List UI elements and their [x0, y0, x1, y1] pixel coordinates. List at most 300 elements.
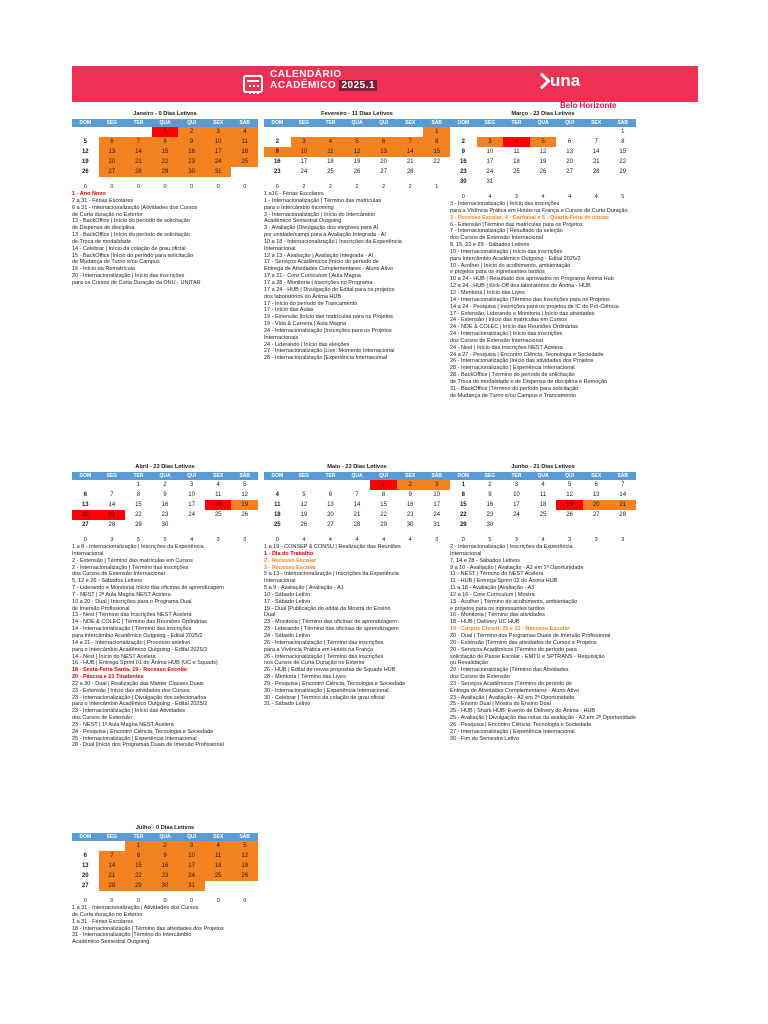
- event-line: ou Revalidação: [450, 660, 488, 667]
- event-line: 28 - BackOffice | Término do período de solicitação: [450, 372, 575, 379]
- day-cell: [530, 177, 557, 187]
- count-cell: 5: [163, 537, 167, 543]
- event-line: 20 - Internacionalização |Término das Atividades: [450, 667, 569, 674]
- weekday-label: SEG: [477, 472, 504, 480]
- event-line: 14 a 24 - Pesquisa | Inscrições para os projetos de IC do Pró-Ciência: [450, 303, 619, 310]
- event-line: Internacional: [264, 245, 296, 252]
- day-cell: 30: [486, 522, 494, 528]
- day-cell: 19: [300, 512, 308, 518]
- event-line: de Dispensa de disciplina: [72, 225, 135, 232]
- event-line: 2 a 31 - Férias Escolares: [72, 197, 134, 204]
- day-cell: 18: [327, 159, 334, 165]
- event-line: 14 - NDE & COLEC | Término das Reuniões Ordinárias: [72, 619, 207, 626]
- day-cell: 26: [81, 169, 89, 175]
- event-line: 1 a 31 - Internacionalização | Atividades dos Cursos: [72, 905, 199, 911]
- day-cell: 21: [592, 159, 600, 165]
- day-cell: 23: [486, 512, 494, 518]
- day-cell: 26: [353, 169, 361, 175]
- event-line: solicitação de Passe Escolar - EMTU e SPTRANS - Requisição: [450, 653, 605, 660]
- event-line: 23 - Liderando | Término das oficinas de aprendizagem: [264, 626, 399, 633]
- event-line: dos Cursos de Extensão: [450, 674, 510, 681]
- count-cell: 0: [110, 184, 114, 190]
- week-row: [72, 480, 258, 490]
- event-line: Dual: [264, 612, 276, 619]
- count-cell: 0: [190, 898, 194, 904]
- day-cell: 24: [205, 157, 232, 167]
- day-cell: 20: [380, 159, 387, 165]
- event-line: 11 - NEST | Término do NEST Acelera: [450, 571, 544, 578]
- count-cell: 0: [110, 898, 114, 904]
- count-cell: 2: [382, 184, 386, 190]
- day-cell: 16: [406, 502, 414, 508]
- city-label: Belo Horizonte: [560, 101, 617, 110]
- day-cell: 14: [108, 502, 116, 508]
- day-cell: 20: [99, 157, 126, 167]
- count-cell: 4: [488, 194, 492, 200]
- month-march: [450, 110, 636, 399]
- day-cell: 10: [205, 137, 232, 147]
- event-line: 23 - NEST | 1ª Aula Magna NEST Acelera: [72, 721, 174, 728]
- day-cell: [72, 841, 99, 851]
- event-line: 13 - Acolher | Término do acolhimento, ambientação: [450, 598, 578, 605]
- event-line: Internacional: [264, 578, 296, 585]
- weekday-label: SEX: [397, 472, 424, 480]
- count-cell: 4: [541, 537, 545, 543]
- event-line: 28 - Internacionalização |Experiência Internacional: [264, 355, 388, 362]
- day-cell: 17: [178, 861, 205, 871]
- day-cell: [609, 520, 636, 530]
- day-cell: 15: [380, 502, 387, 508]
- week-row: [264, 480, 450, 490]
- day-cell: 7: [397, 137, 424, 147]
- month-february: [264, 110, 450, 362]
- event-line: 24 - Internacionalização |Inscrições para os Projetos: [264, 327, 392, 334]
- event-line: 17 a 24 - HUB | Divulgação do Edital para os projetos: [264, 286, 395, 293]
- event-line: por unidade/campi para a Avaliação Integrada - AI: [264, 232, 386, 239]
- month-title: Março - 23 Dias Letivos: [511, 111, 575, 117]
- day-cell: 4: [541, 482, 545, 488]
- day-cell: 3: [189, 482, 194, 488]
- event-line: 7 - NEST | 2ª Aula Magna NEST Acelera: [72, 591, 171, 598]
- day-cell: 27: [566, 169, 573, 175]
- event-line: 30 - Celebrar | Término da colação de grau oficial: [264, 694, 385, 701]
- month-title: Abril - 23 Dias Letivos: [135, 464, 195, 470]
- event-line: nos Cursos de Curta Duração no Exterior: [264, 660, 365, 667]
- count-cell: 0: [83, 898, 87, 904]
- day-cell: 28: [592, 169, 600, 175]
- day-cell: 19: [556, 500, 583, 510]
- weekday-label: SEX: [583, 119, 610, 127]
- week-row: [264, 157, 450, 167]
- day-cell: 26: [566, 512, 573, 518]
- weekday-header: [72, 119, 258, 127]
- day-cell: 24: [300, 169, 308, 175]
- day-cell: [556, 127, 583, 137]
- event-line: 7 - Internacionalização | Resultado da seleção: [450, 228, 563, 235]
- week-row: [72, 490, 258, 500]
- weekday-label: QUA: [530, 119, 557, 127]
- event-line: 9 a 10 - Avaliação | Avaliação - A2 em 1ª Oportunidade: [450, 564, 584, 571]
- week-row: [72, 851, 258, 861]
- day-cell: 12: [231, 851, 258, 861]
- day-cell: 17: [205, 147, 232, 157]
- count-cell: 1: [435, 184, 439, 190]
- event-line: 10 - Sábado Letivo: [264, 591, 311, 598]
- day-cell: 17: [513, 502, 520, 508]
- event-line: 24 - Nest | Início das Inscrições NEST Acelera: [450, 344, 563, 351]
- day-cell: 27: [99, 167, 126, 177]
- brand-logo: una: [550, 71, 581, 90]
- day-cell: 5: [83, 139, 87, 145]
- day-cell: 14: [125, 147, 152, 157]
- day-cell: 9: [488, 492, 492, 498]
- event-line: 12 a 16 - Core Curriculum | Mostra: [450, 591, 535, 598]
- day-cell: 5: [302, 492, 306, 498]
- day-cell: [583, 520, 610, 530]
- day-cell: 2: [152, 841, 179, 851]
- event-line: 26 - Internacionalização |Início das atividades dos Projetos: [450, 358, 594, 365]
- event-line: 2 - Recesso Escolar: [264, 557, 316, 564]
- event-line: dos Cursos de Extensão Internacional: [450, 337, 543, 344]
- day-cell: 8: [381, 492, 386, 498]
- month-january: [72, 110, 258, 287]
- weekday-label: SÁB: [423, 119, 450, 127]
- day-cell: 21: [99, 871, 126, 881]
- event-line: para Intercâmbio Acadêmico Outgoing - Edital 2025/2: [450, 255, 581, 262]
- event-line: de Troca de modalidade: [72, 238, 132, 245]
- week-row: [450, 157, 636, 167]
- event-line: 26 - Internacionalização | Término das inscrições: [264, 639, 384, 646]
- day-cell: 12: [344, 147, 371, 157]
- day-cell: [264, 127, 291, 137]
- day-cell: [530, 520, 557, 530]
- day-cell: 14: [397, 147, 424, 157]
- event-line: 2 - Extensão | Término das matrículas em Cursos: [72, 557, 193, 564]
- weekday-label: DOM: [72, 833, 99, 841]
- event-line: 20 - Internacionalização | Início das inscrições: [72, 273, 185, 280]
- day-cell: [99, 841, 126, 851]
- event-line: dos laboratórios do Ânima HUB: [264, 293, 342, 300]
- event-line: 5 a 13 - Internacionalização | Inscrições da Experiência: [264, 571, 399, 578]
- day-cell: 14: [353, 502, 361, 508]
- event-line: para o Intercâmbio Acadêmico Outgoing - Edital 2025/2: [72, 701, 208, 708]
- day-cell: [231, 520, 258, 530]
- event-line: 6 - Extensão |Término das matrículas para os Projetos: [450, 221, 583, 228]
- day-cell: 5: [530, 137, 557, 147]
- event-line: de Imersão Profissional: [72, 605, 130, 612]
- count-cell: 0: [83, 184, 87, 190]
- day-cell: 22: [619, 159, 627, 165]
- day-cell: [503, 127, 530, 137]
- event-line: 3 - Internacionalização | Início do Intercâmbio: [264, 211, 375, 218]
- day-cell: 11: [539, 492, 547, 498]
- day-cell: 21: [406, 159, 414, 165]
- day-cell: 24: [188, 512, 195, 518]
- day-cell: [503, 520, 530, 530]
- day-cell: 18: [539, 502, 547, 508]
- day-cell: 5: [243, 482, 247, 488]
- day-cell: 16: [273, 159, 281, 165]
- day-cell: 11: [231, 137, 258, 147]
- day-cell: 24: [178, 871, 205, 881]
- header-banner: [72, 66, 698, 102]
- event-line: de Mudança de Turno e/ou Campus e Trancamento: [450, 392, 576, 399]
- title-line-2: ACADÊMICO: [270, 80, 337, 91]
- day-cell: 4: [205, 841, 232, 851]
- count-cell: 0: [275, 184, 279, 190]
- day-cell: [344, 480, 371, 490]
- event-line: 10 a 24 - HUB | Resultado dos aprovados no Programa Ânima Hub: [450, 276, 614, 283]
- day-cell: 28: [99, 881, 126, 891]
- count-cell: 4: [302, 537, 306, 543]
- day-cell: 31: [178, 881, 205, 891]
- month-july: [72, 824, 258, 946]
- day-cell: 6: [370, 137, 397, 147]
- day-cell: 9: [264, 147, 291, 157]
- count-cell: 4: [594, 194, 598, 200]
- event-line: 16 - Monitoria | Término das atividades: [450, 612, 545, 619]
- day-cell: 22: [433, 159, 441, 165]
- day-cell: 26: [300, 522, 308, 528]
- day-cell: 1: [152, 127, 179, 137]
- event-line: 1 a16 - Férias Escolares: [264, 191, 324, 197]
- day-cell: 29: [152, 167, 179, 177]
- event-line: 26 - Pesquisa | Encontro Ciência, Tecnologia e Sociedade: [450, 721, 592, 728]
- day-cell: 26: [539, 169, 547, 175]
- events-list: [72, 905, 258, 946]
- count-cell: 4: [541, 194, 545, 200]
- event-line: 14 - Nest | Início do NEST Acelera: [72, 653, 156, 660]
- event-line: 17 a 28 - Monitoria | Inscrições no Programa: [264, 279, 373, 286]
- event-line: 27 - Internacionalização | Experiência Internacional: [450, 728, 575, 735]
- events-list: [264, 544, 450, 708]
- event-line: 18 - HUB | Delivery UC HUB: [450, 619, 520, 626]
- week-row: [264, 147, 450, 157]
- day-cell: 29: [459, 522, 467, 528]
- weekday-label: SÁB: [231, 119, 258, 127]
- day-cell: [556, 520, 583, 530]
- weekly-counts: [450, 193, 636, 201]
- week-row: [450, 510, 636, 520]
- event-line: 24 - Sábado Letivo: [264, 632, 311, 639]
- event-line: 19 - Extensão |Início das matrículas para os Projetos: [264, 314, 393, 321]
- event-line: 31 - BackOffice |Término do período para solicitação: [450, 385, 579, 392]
- day-cell: [99, 480, 126, 490]
- day-cell: [477, 127, 504, 137]
- event-line: Acadêmico Semestral Outgoing: [264, 218, 342, 225]
- event-line: 13 - Nest | Término das Inscrições NEST Acelera: [72, 612, 192, 619]
- day-cell: 30: [152, 881, 179, 891]
- week-row: [72, 871, 258, 881]
- count-cell: 0: [216, 898, 220, 904]
- day-cell: 19: [353, 159, 361, 165]
- weekday-label: SÁB: [609, 472, 636, 480]
- weekday-label: QUA: [152, 472, 179, 480]
- day-cell: [317, 480, 344, 490]
- weekday-label: SEG: [99, 119, 126, 127]
- day-cell: [205, 520, 232, 530]
- event-line: 14 a 21 - Internacionalização | Processo seletivo: [72, 639, 191, 646]
- day-cell: 12: [566, 492, 573, 498]
- count-cell: 0: [136, 184, 140, 190]
- day-cell: 13: [99, 147, 126, 157]
- day-cell: 22: [459, 512, 467, 518]
- day-cell: 12: [539, 149, 547, 155]
- day-cell: 25: [205, 871, 232, 881]
- weekday-label: TER: [503, 119, 530, 127]
- week-row: [72, 520, 258, 530]
- day-cell: 23: [273, 169, 281, 175]
- month-title: Janeiro - 0 Dias Letivos: [133, 111, 197, 117]
- weekday-label: SEG: [99, 833, 126, 841]
- day-cell: 13: [327, 502, 334, 508]
- weekday-label: QUI: [370, 119, 397, 127]
- weekday-label: QUI: [178, 833, 205, 841]
- event-line: 17 - Início das Aulas: [264, 307, 314, 314]
- day-cell: 27: [81, 522, 89, 528]
- day-cell: 6: [567, 139, 572, 145]
- week-row: [264, 520, 450, 530]
- weekday-label: TER: [317, 472, 344, 480]
- event-line: 10 a 18 - Internacionalização | Inscrições da Experiência: [264, 238, 402, 245]
- day-cell: [503, 177, 530, 187]
- day-cell: 3: [423, 480, 450, 490]
- weekday-header: [450, 472, 636, 480]
- week-row: [72, 841, 258, 851]
- weekday-label: TER: [125, 833, 152, 841]
- event-line: 24 - Extensão | Início das matrículas em Cursos: [450, 317, 567, 324]
- weekday-label: SÁB: [231, 472, 258, 480]
- event-line: 2 - Internacionalização | Término das inscrições: [72, 564, 189, 571]
- day-cell: 30: [178, 167, 205, 177]
- day-cell: 29: [619, 169, 627, 175]
- event-line: 25 - Internacionalização | Experiência Internacional: [72, 735, 197, 742]
- event-line: 1 a 8 - Internacionalização | Inscrições da Experiência: [72, 544, 204, 550]
- event-line: 25 - Ensino Dual | Mostra do Ensino Dual: [450, 701, 551, 708]
- event-line: 1 - Dia do Trabalho: [264, 550, 314, 557]
- day-cell: 27: [592, 512, 600, 518]
- event-line: 6 a 31 - Internacionalização |Atividades dos Cursos: [72, 204, 198, 211]
- day-cell: [231, 881, 258, 891]
- events-list: [72, 191, 258, 287]
- week-row: [264, 137, 450, 147]
- event-line: 7, 14 e 28 - Sábados Letivos: [450, 557, 521, 564]
- events-list: [72, 544, 258, 749]
- day-cell: 17: [300, 159, 308, 165]
- count-cell: 4: [382, 537, 386, 543]
- weekday-label: QUI: [178, 119, 205, 127]
- count-cell: 0: [243, 184, 247, 190]
- day-cell: 28: [619, 512, 627, 518]
- count-cell: 0: [163, 184, 167, 190]
- day-cell: 18: [205, 500, 232, 510]
- count-cell: 0: [275, 537, 279, 543]
- count-cell: 0: [136, 898, 140, 904]
- day-cell: 9: [178, 137, 205, 147]
- month-title: Julho - 0 Dias Letivos: [135, 825, 195, 831]
- day-cell: 22: [380, 512, 387, 518]
- day-cell: 31: [486, 179, 494, 185]
- count-cell: 4: [328, 537, 332, 543]
- day-cell: 17: [433, 502, 441, 508]
- event-line: 17 - Início do período de Trancamento: [264, 300, 358, 307]
- event-line: dos Cursos de Extensão Internacional: [72, 571, 165, 578]
- event-line: 17 - Serviços Acadêmicos |Início do período de: [264, 259, 379, 266]
- day-cell: 8: [423, 137, 450, 147]
- count-cell: 0: [190, 184, 194, 190]
- event-line: 17 a 21 - Core Curriculum | Aula Magna: [264, 273, 361, 280]
- day-cell: 16: [152, 861, 179, 871]
- day-cell: 4: [231, 127, 258, 137]
- day-cell: [530, 127, 557, 137]
- week-row: [450, 177, 636, 187]
- title-year: 2025.1: [341, 80, 376, 91]
- count-cell: 5: [621, 194, 625, 200]
- week-row: [72, 137, 258, 147]
- day-cell: 6: [83, 853, 87, 859]
- day-cell: [231, 167, 258, 177]
- event-line: 28 - Dual |Início dos Programas Duais de Imersão Profissional: [72, 742, 224, 749]
- day-cell: 2: [488, 482, 492, 488]
- count-cell: 3: [243, 537, 247, 543]
- day-cell: 25: [513, 169, 520, 175]
- day-cell: 19: [231, 500, 258, 510]
- event-line: 11 - HUB | Entrega Sprint 02 do Ânima HUB: [450, 578, 558, 585]
- weekday-label: QUI: [370, 472, 397, 480]
- day-cell: [423, 167, 450, 177]
- weekday-label: SÁB: [423, 472, 450, 480]
- day-cell: 25: [273, 522, 281, 528]
- day-cell: [450, 127, 477, 137]
- count-cell: 2: [355, 184, 359, 190]
- event-line: 1 a 19 - CONSEP & CONSU | Realização das Reuniões: [264, 544, 401, 550]
- day-cell: 30: [161, 522, 169, 528]
- day-cell: [397, 127, 424, 137]
- week-row: [450, 490, 636, 500]
- day-cell: [609, 177, 636, 187]
- day-cell: 3: [477, 137, 504, 147]
- day-cell: [344, 127, 371, 137]
- day-cell: 28: [125, 167, 152, 177]
- day-cell: 8: [152, 137, 179, 147]
- count-cell: 5: [136, 537, 140, 543]
- event-line: 19 - Vida & Carreira | Aula Magna: [264, 321, 347, 328]
- month-april: [72, 463, 258, 749]
- day-cell: 5: [344, 137, 371, 147]
- day-cell: [99, 127, 126, 137]
- event-line: 12 a 13 - Avaliação | Avaliação Integrada - AI: [264, 252, 374, 259]
- day-cell: 4: [216, 482, 220, 488]
- day-cell: 7: [594, 139, 598, 145]
- day-cell: 4: [503, 137, 530, 147]
- week-row: [72, 147, 258, 157]
- event-line: para o Intercâmbio Acadêmico Outgoing - Edital 2025/2: [72, 646, 208, 653]
- day-cell: 2: [178, 127, 205, 137]
- day-cell: 10: [433, 492, 441, 498]
- day-cell: 6: [328, 492, 333, 498]
- weekday-header: [264, 472, 450, 480]
- count-cell: 2: [302, 184, 306, 190]
- event-line: 2 - Internacionalização | Inscrições da Experiência: [450, 544, 573, 550]
- count-cell: 3: [514, 537, 518, 543]
- weekday-header: [450, 119, 636, 127]
- event-line: 18 - Internacionalização | Término das atividades dos Projetos: [72, 925, 224, 932]
- day-cell: 23: [161, 512, 169, 518]
- weekly-counts: [72, 183, 258, 191]
- day-cell: 25: [214, 512, 222, 518]
- weekday-label: QUA: [344, 119, 371, 127]
- day-cell: 18: [273, 512, 281, 518]
